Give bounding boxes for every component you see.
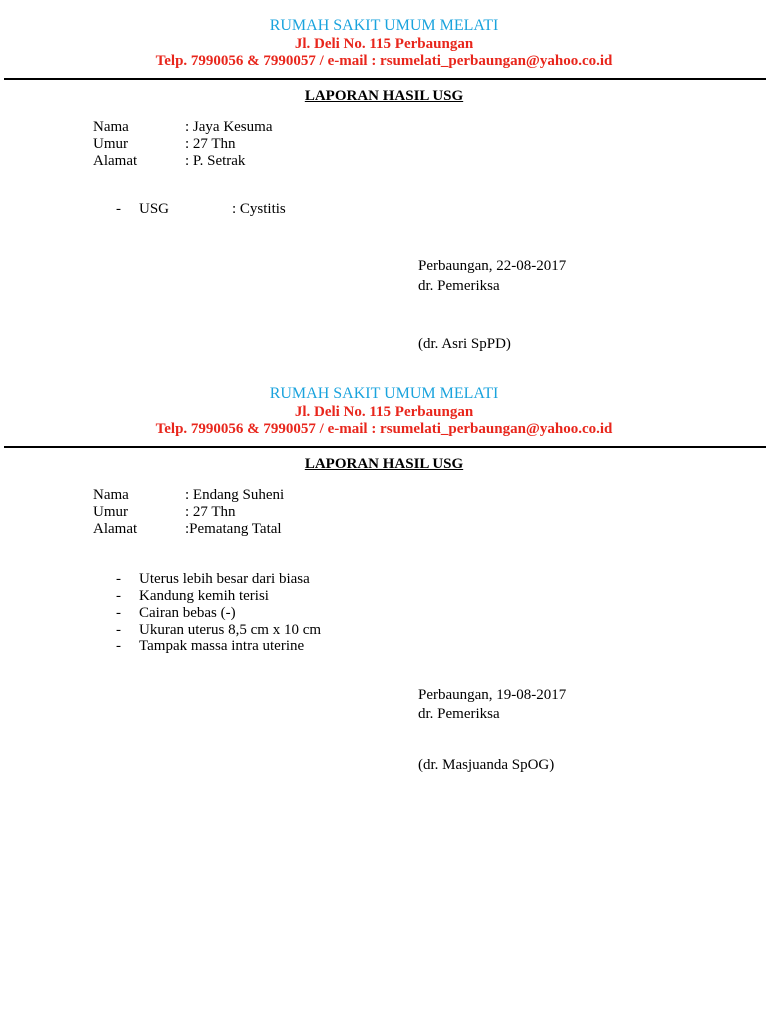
signature-doctor: (dr. Masjuanda SpOG): [418, 757, 555, 773]
hospital-contact: Telp. 7990056 & 7990057 / e-mail : rsumelati_perbaungan@yahoo.co.id: [155, 421, 613, 437]
header-divider: [4, 78, 766, 80]
signature-role: dr. Pemeriksa: [418, 706, 500, 722]
signature-doctor: (dr. Asri SpPD): [418, 336, 511, 352]
field-label-alamat: Alamat: [93, 521, 138, 537]
finding-dash: -: [116, 588, 121, 604]
hospital-address: Jl. Deli No. 115 Perbaungan: [294, 404, 474, 420]
field-label-alamat: Alamat: [93, 153, 138, 169]
field-value-nama: : Jaya Kesuma: [185, 119, 273, 135]
signature-role: dr. Pemeriksa: [418, 278, 500, 294]
hospital-name: RUMAH SAKIT UMUM MELATI: [269, 17, 499, 34]
field-value-alamat: :Pematang Tatal: [185, 521, 282, 537]
finding-dash: -: [116, 622, 121, 638]
field-label-umur: Umur: [93, 136, 128, 152]
hospital-contact: Telp. 7990056 & 7990057 / e-mail : rsumelati_perbaungan@yahoo.co.id: [155, 53, 613, 69]
field-value-nama: : Endang Suheni: [185, 487, 285, 503]
finding-item: Cairan bebas (-): [139, 605, 236, 621]
finding-value-usg: : Cystitis: [232, 201, 286, 217]
finding-dash: -: [116, 638, 121, 654]
hospital-address: Jl. Deli No. 115 Perbaungan: [294, 36, 474, 52]
finding-item: Tampak massa intra uterine: [139, 638, 305, 654]
finding-item: Kandung kemih terisi: [139, 588, 269, 604]
signature-place-date: Perbaungan, 22-08-2017: [418, 258, 567, 274]
field-value-umur: : 27 Thn: [185, 504, 236, 520]
field-value-alamat: : P. Setrak: [185, 153, 246, 169]
field-label-umur: Umur: [93, 504, 128, 520]
finding-item: Ukuran uterus 8,5 cm x 10 cm: [139, 622, 322, 638]
report-title: LAPORAN HASIL USG: [304, 456, 464, 472]
field-label-nama: Nama: [93, 119, 129, 135]
header-divider: [4, 446, 766, 448]
finding-item: Uterus lebih besar dari biasa: [139, 571, 310, 587]
field-value-umur: : 27 Thn: [185, 136, 236, 152]
finding-dash: -: [116, 605, 121, 621]
signature-place-date: Perbaungan, 19-08-2017: [418, 687, 567, 703]
hospital-name: RUMAH SAKIT UMUM MELATI: [269, 385, 499, 402]
finding-label-usg: USG: [139, 201, 170, 217]
report-title: LAPORAN HASIL USG: [304, 88, 464, 104]
field-label-nama: Nama: [93, 487, 129, 503]
finding-dash: -: [116, 571, 121, 587]
finding-dash: -: [116, 201, 121, 217]
